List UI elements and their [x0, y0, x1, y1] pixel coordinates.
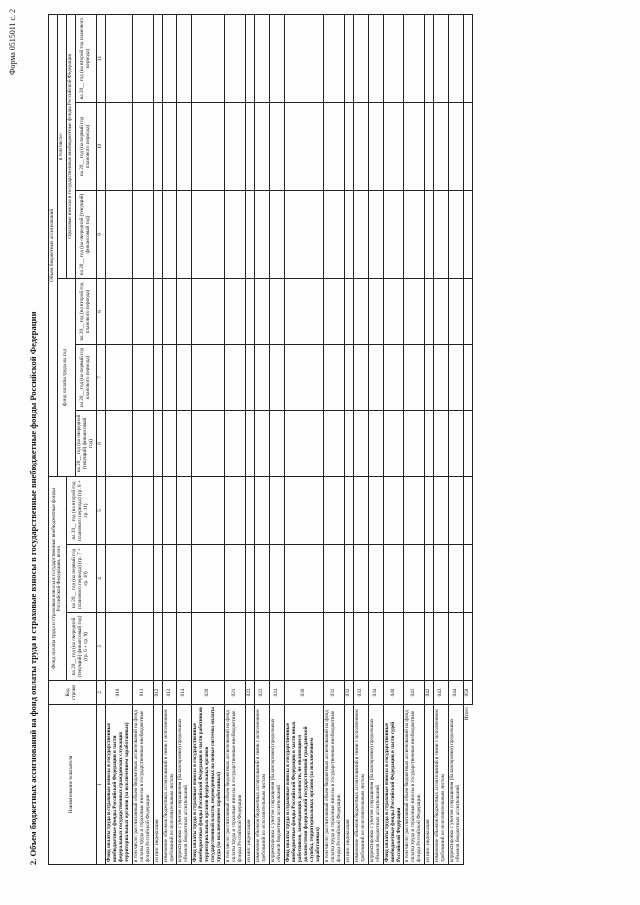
- row-code: 012: [153, 681, 162, 705]
- value-cell: [270, 410, 285, 476]
- row-code: 033: [353, 681, 368, 705]
- value-cell: [383, 476, 404, 544]
- header-fot: фонд оплаты труда на год: [57, 278, 75, 476]
- total-cell: [464, 476, 473, 544]
- value-cell: [132, 545, 153, 613]
- value-cell: [404, 102, 425, 190]
- value-cell: [132, 190, 153, 278]
- value-cell: [162, 545, 177, 613]
- value-cell: [353, 344, 368, 410]
- value-cell: [162, 14, 177, 102]
- header-col9: на 20__ год (на очередной (текущий) финансовый год): [75, 190, 96, 278]
- value-cell: [425, 278, 434, 344]
- table-row: [285, 14, 324, 864]
- value-cell: [344, 344, 353, 410]
- header-incl: в том числе:: [57, 14, 66, 278]
- table-row: [353, 14, 368, 864]
- row-label: корректировка с учетом сокращения (балансировки) предельных объемов бюджетных ассигнований: [270, 705, 285, 865]
- value-cell: [449, 344, 464, 410]
- row-label: Фонд оплаты труда и страховые взносы в государственные внебюджетные фонды Российской Федерации в части федеральных государственных гражданских служащих территориальных органов (за исключением заработанных): [105, 705, 132, 865]
- value-cell: [434, 410, 449, 476]
- value-cell: [449, 190, 464, 278]
- value-cell: [105, 344, 132, 410]
- value-cell: [344, 14, 353, 102]
- value-cell: [368, 613, 383, 681]
- value-cell: [270, 14, 285, 102]
- value-cell: [132, 102, 153, 190]
- header-col10: на 20__ год (на первый год планового периода): [75, 102, 96, 190]
- value-cell: [225, 14, 246, 102]
- table-row: [192, 14, 225, 864]
- column-number: 7: [96, 344, 105, 410]
- value-cell: [192, 278, 225, 344]
- value-cell: [434, 545, 449, 613]
- value-cell: [255, 190, 270, 278]
- value-cell: [368, 545, 383, 613]
- row-label: корректировка с учетом сокращения (балансировки) предельных объемов бюджетных ассигнований: [368, 705, 383, 865]
- value-cell: [344, 613, 353, 681]
- table-row: [246, 14, 255, 864]
- column-number: 8: [96, 278, 105, 344]
- value-cell: [353, 190, 368, 278]
- row-code: 011: [132, 681, 153, 705]
- value-cell: [225, 344, 246, 410]
- header-col8: на 20__ год (на второй год планового периода): [75, 278, 96, 344]
- value-cell: [434, 278, 449, 344]
- column-number: 1: [96, 705, 105, 865]
- value-cell: [132, 278, 153, 344]
- column-number: 2: [96, 681, 105, 705]
- header-col11: на 20__ год (на второй год планового периода): [75, 14, 96, 102]
- value-cell: [344, 410, 353, 476]
- header-col5: на 20__ год (на второй год планового периода) (гр. 8 + гр. 11): [66, 476, 96, 544]
- row-code: 042: [425, 681, 434, 705]
- value-cell: [162, 613, 177, 681]
- value-cell: [404, 476, 425, 544]
- value-cell: [255, 613, 270, 681]
- row-label: изменение объемов бюджетных ассигнований в связи с исполнением требований по исполнительным листам: [434, 705, 449, 865]
- value-cell: [285, 14, 324, 102]
- value-cell: [105, 545, 132, 613]
- value-cell: [285, 278, 324, 344]
- value-cell: [425, 476, 434, 544]
- table-row: [368, 14, 383, 864]
- value-cell: [425, 344, 434, 410]
- value-cell: [353, 14, 368, 102]
- value-cell: [404, 190, 425, 278]
- header-total-group: Фонд оплаты труда и страховые взносы в государственные внебюджетные фонды Российской Федерации, всего: [49, 476, 67, 680]
- value-cell: [404, 545, 425, 613]
- value-cell: [323, 344, 344, 410]
- value-cell: [323, 14, 344, 102]
- value-cell: [192, 102, 225, 190]
- value-cell: [434, 344, 449, 410]
- value-cell: [153, 278, 162, 344]
- value-cell: [105, 102, 132, 190]
- row-label: изменение объемов бюджетных ассигнований в связи с исполнением требований по исполнительным листам: [162, 705, 177, 865]
- value-cell: [255, 344, 270, 410]
- value-cell: [162, 278, 177, 344]
- value-cell: [323, 410, 344, 476]
- value-cell: [368, 190, 383, 278]
- budget-table: [48, 14, 473, 865]
- total-cell: [464, 344, 473, 410]
- value-cell: [162, 410, 177, 476]
- value-cell: [353, 613, 368, 681]
- value-cell: [225, 278, 246, 344]
- value-cell: [255, 14, 270, 102]
- value-cell: [132, 344, 153, 410]
- value-cell: [434, 476, 449, 544]
- value-cell: [344, 476, 353, 544]
- total-code: 050: [464, 681, 473, 705]
- value-cell: [177, 476, 192, 544]
- row-label: из них: индексация: [153, 705, 162, 865]
- value-cell: [153, 190, 162, 278]
- total-cell: [464, 410, 473, 476]
- value-cell: [225, 190, 246, 278]
- value-cell: [425, 613, 434, 681]
- value-cell: [105, 190, 132, 278]
- value-cell: [285, 476, 324, 544]
- table-row: [449, 14, 464, 864]
- row-code: 043: [434, 681, 449, 705]
- header-insurance: страховые взносы в государственные внебюджетные фонды Российской Федерации: [66, 14, 75, 278]
- value-cell: [425, 545, 434, 613]
- table-row: [162, 14, 177, 864]
- value-cell: [449, 102, 464, 190]
- value-cell: [344, 278, 353, 344]
- value-cell: [225, 102, 246, 190]
- value-cell: [434, 190, 449, 278]
- value-cell: [449, 476, 464, 544]
- value-cell: [383, 410, 404, 476]
- value-cell: [132, 410, 153, 476]
- row-label: корректировка с учетом сокращения (балансировки) предельных объемов бюджетных ассигнований: [449, 705, 464, 865]
- header-name: Наименование показателя: [49, 705, 97, 865]
- value-cell: [425, 14, 434, 102]
- value-cell: [162, 476, 177, 544]
- value-cell: [153, 476, 162, 544]
- value-cell: [449, 278, 464, 344]
- total-row: [464, 14, 473, 864]
- value-cell: [162, 102, 177, 190]
- value-cell: [177, 278, 192, 344]
- row-code: 014: [177, 681, 192, 705]
- value-cell: [434, 14, 449, 102]
- value-cell: [105, 278, 132, 344]
- row-code: 021: [225, 681, 246, 705]
- value-cell: [255, 278, 270, 344]
- value-cell: [225, 613, 246, 681]
- value-cell: [368, 14, 383, 102]
- header-col7: на 20__ год (на первый год планового периода): [75, 344, 96, 410]
- value-cell: [225, 410, 246, 476]
- value-cell: [270, 102, 285, 190]
- value-cell: [246, 476, 255, 544]
- row-label: в том числе: рассчитанный объем бюджетных ассигнований на фонд оплаты труда и страховые взносы в государственные внебюджетные фонды Российской Федерации: [404, 705, 425, 865]
- value-cell: [285, 613, 324, 681]
- value-cell: [153, 613, 162, 681]
- column-number: 10: [96, 102, 105, 190]
- value-cell: [132, 14, 153, 102]
- value-cell: [153, 545, 162, 613]
- total-cell: [464, 102, 473, 190]
- value-cell: [404, 14, 425, 102]
- row-label: Фонд оплаты труда и страховые взносы в государственные внебюджетные фонды Российской Федерации в части иных работников, замещающих должности, не являющиеся должностями федеральной государственной гражданской службы, территориальных органов (за исключением заработанных): [285, 705, 324, 865]
- value-cell: [323, 190, 344, 278]
- value-cell: [105, 476, 132, 544]
- value-cell: [285, 344, 324, 410]
- value-cell: [404, 278, 425, 344]
- total-cell: [464, 545, 473, 613]
- row-label: корректировка с учетом сокращения (балансировки) предельных объемов бюджетных ассигнований: [177, 705, 192, 865]
- value-cell: [192, 410, 225, 476]
- table-row: [344, 14, 353, 864]
- row-code: 040: [383, 681, 404, 705]
- row-code: 010: [105, 681, 132, 705]
- row-code: 030: [285, 681, 324, 705]
- value-cell: [255, 102, 270, 190]
- value-cell: [449, 410, 464, 476]
- table-row: [105, 14, 132, 864]
- value-cell: [383, 613, 404, 681]
- table-row: [425, 14, 434, 864]
- value-cell: [192, 545, 225, 613]
- row-label: из них: индексация: [246, 705, 255, 865]
- value-cell: [344, 190, 353, 278]
- value-cell: [192, 613, 225, 681]
- row-label: изменение объемов бюджетных ассигнований в связи с исполнением требований по исполнительным листам: [353, 705, 368, 865]
- value-cell: [344, 545, 353, 613]
- value-cell: [255, 545, 270, 613]
- header-col6: на 20__ год (на очередной (текущий) финансовый год): [75, 410, 96, 476]
- value-cell: [449, 613, 464, 681]
- total-label: Итого: [464, 707, 471, 721]
- value-cell: [177, 102, 192, 190]
- total-cell: [464, 278, 473, 344]
- value-cell: [246, 14, 255, 102]
- value-cell: [162, 190, 177, 278]
- value-cell: [255, 410, 270, 476]
- value-cell: [177, 613, 192, 681]
- column-number: 4: [96, 545, 105, 613]
- value-cell: [225, 545, 246, 613]
- row-code: 041: [404, 681, 425, 705]
- value-cell: [105, 410, 132, 476]
- value-cell: [270, 344, 285, 410]
- value-cell: [192, 190, 225, 278]
- value-cell: [285, 102, 324, 190]
- value-cell: [353, 102, 368, 190]
- value-cell: [425, 410, 434, 476]
- header-col3: на 20__ год (на очередной (текущий) финансовый год) (гр. 6 + гр. 9): [66, 613, 96, 681]
- value-cell: [270, 545, 285, 613]
- value-cell: [404, 410, 425, 476]
- value-cell: [192, 344, 225, 410]
- value-cell: [177, 14, 192, 102]
- value-cell: [323, 476, 344, 544]
- value-cell: [132, 613, 153, 681]
- value-cell: [285, 410, 324, 476]
- row-code: 044: [449, 681, 464, 705]
- value-cell: [368, 344, 383, 410]
- header-budget-group: Объем бюджетных ассигнований: [49, 14, 58, 476]
- table-row: [270, 14, 285, 864]
- row-code: 031: [323, 681, 344, 705]
- value-cell: [383, 344, 404, 410]
- value-cell: [246, 278, 255, 344]
- row-label: изменение объемов бюджетных ассигнований в связи с исполнением требований по исполнительным листам: [255, 705, 270, 865]
- form-number: Форма 0515011 с. 2: [8, 8, 17, 75]
- value-cell: [383, 14, 404, 102]
- value-cell: [132, 476, 153, 544]
- column-number: 6: [96, 410, 105, 476]
- value-cell: [246, 190, 255, 278]
- column-number: 11: [96, 14, 105, 102]
- value-cell: [225, 476, 246, 544]
- table-row: [255, 14, 270, 864]
- value-cell: [162, 344, 177, 410]
- row-code: 013: [162, 681, 177, 705]
- table-row: [153, 14, 162, 864]
- value-cell: [153, 410, 162, 476]
- row-code: 020: [192, 681, 225, 705]
- row-code: 024: [270, 681, 285, 705]
- column-number: 9: [96, 190, 105, 278]
- value-cell: [323, 613, 344, 681]
- row-code: 023: [255, 681, 270, 705]
- table-row: [383, 14, 404, 864]
- value-cell: [153, 102, 162, 190]
- table-row: [434, 14, 449, 864]
- value-cell: [344, 102, 353, 190]
- value-cell: [383, 190, 404, 278]
- value-cell: [434, 613, 449, 681]
- total-cell: [464, 190, 473, 278]
- row-label: в том числе: рассчитанный объем бюджетных ассигнований на фонд оплаты труда и страховые взносы в государственные внебюджетные фонды Российской Федерации: [132, 705, 153, 865]
- row-label: из них: индексация: [425, 705, 434, 865]
- value-cell: [323, 545, 344, 613]
- value-cell: [368, 102, 383, 190]
- value-cell: [255, 476, 270, 544]
- header-code: Код строки: [49, 681, 97, 705]
- value-cell: [270, 476, 285, 544]
- value-cell: [353, 278, 368, 344]
- value-cell: [177, 545, 192, 613]
- value-cell: [246, 410, 255, 476]
- value-cell: [153, 14, 162, 102]
- row-label: из них: индексация: [344, 705, 353, 865]
- row-label: Фонд оплаты труда и страховые взносы в государственные внебюджетные фонды Российской Федерации в части работников территориальных органов федеральных органов государственной власти, переведенных на новые системы оплаты труда (за исключением заработанных): [192, 705, 225, 865]
- table-row: [323, 14, 344, 864]
- value-cell: [368, 476, 383, 544]
- column-number: 3: [96, 613, 105, 681]
- value-cell: [353, 545, 368, 613]
- value-cell: [383, 102, 404, 190]
- value-cell: [425, 102, 434, 190]
- value-cell: [246, 545, 255, 613]
- value-cell: [368, 410, 383, 476]
- value-cell: [192, 476, 225, 544]
- value-cell: [285, 545, 324, 613]
- value-cell: [246, 344, 255, 410]
- value-cell: [404, 613, 425, 681]
- value-cell: [270, 278, 285, 344]
- value-cell: [383, 545, 404, 613]
- value-cell: [246, 102, 255, 190]
- column-numbers-row: [96, 14, 105, 864]
- value-cell: [177, 344, 192, 410]
- total-cell: [464, 613, 473, 681]
- value-cell: [177, 410, 192, 476]
- value-cell: [192, 14, 225, 102]
- value-cell: [353, 410, 368, 476]
- value-cell: [404, 344, 425, 410]
- row-label: в том числе: рассчитанный объем бюджетных ассигнований на фонд оплаты труда и страховые взносы в государственные внебюджетные фонды Российской Федерации: [225, 705, 246, 865]
- value-cell: [105, 613, 132, 681]
- table-row: [177, 14, 192, 864]
- value-cell: [368, 278, 383, 344]
- value-cell: [246, 613, 255, 681]
- value-cell: [270, 613, 285, 681]
- header-col4: на 20__ год (на первый год планового периода) (гр. 7 + гр. 10): [66, 545, 96, 613]
- table-row: [225, 14, 246, 864]
- value-cell: [383, 278, 404, 344]
- value-cell: [449, 14, 464, 102]
- value-cell: [323, 278, 344, 344]
- value-cell: [153, 344, 162, 410]
- document-title: 2. Объем бюджетных ассигнований на фонд оплаты труда и страховые взносы в государственные внебюджетные фонды Российской Федерации: [28, 311, 38, 865]
- row-code: 032: [344, 681, 353, 705]
- value-cell: [449, 545, 464, 613]
- row-label: в том числе: рассчитанный объем бюджетных ассигнований на фонд оплаты труда и страховые взносы в государственные внебюджетные фонды Российской Федерации: [323, 705, 344, 865]
- row-code: 034: [368, 681, 383, 705]
- total-cell: [464, 14, 473, 102]
- row-code: 022: [246, 681, 255, 705]
- value-cell: [425, 190, 434, 278]
- table-body: [105, 14, 463, 864]
- value-cell: [270, 190, 285, 278]
- value-cell: [177, 190, 192, 278]
- value-cell: [285, 190, 324, 278]
- table-row: [132, 14, 153, 864]
- row-label: Фонд оплаты труда и страховые взносы в государственные внебюджетные фонды Российской Федерации в части судей Российской Федерации: [383, 705, 404, 865]
- column-number: 5: [96, 476, 105, 544]
- value-cell: [353, 476, 368, 544]
- value-cell: [323, 102, 344, 190]
- table-row: [404, 14, 425, 864]
- value-cell: [105, 14, 132, 102]
- value-cell: [434, 102, 449, 190]
